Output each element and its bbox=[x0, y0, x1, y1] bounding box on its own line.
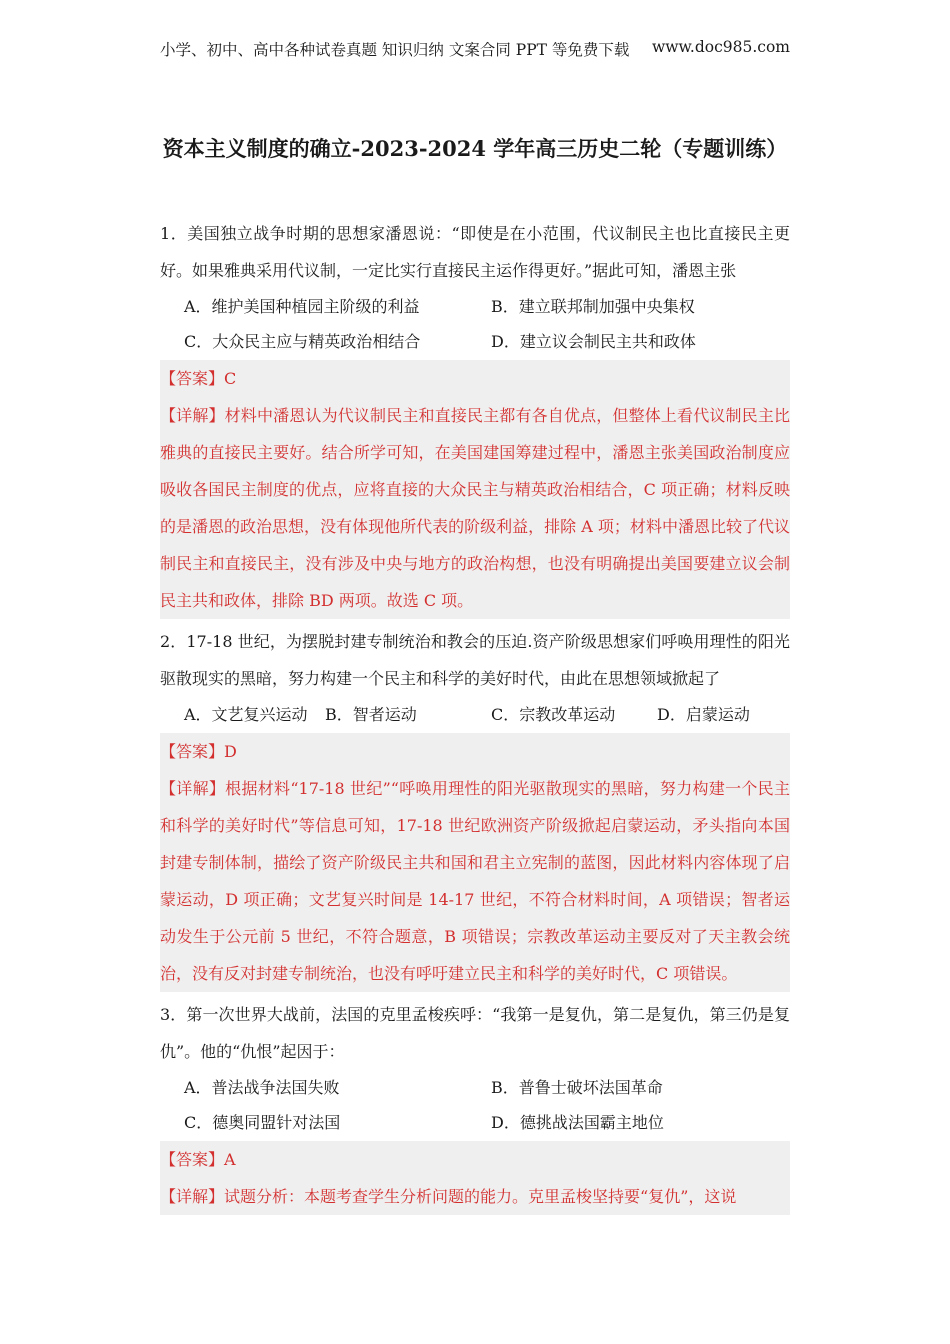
answer-block bbox=[160, 1141, 790, 1215]
option-a: A．维护美国种植园主阶级的利益 bbox=[184, 297, 420, 316]
option-d: D．启蒙运动 bbox=[657, 705, 750, 724]
header-left-text: 小学、初中、高中各种试卷真题 知识归纳 文案合同 PPT 等免费下载 bbox=[160, 41, 630, 59]
answer-label: 【答案】 bbox=[160, 369, 225, 388]
question-list bbox=[160, 215, 790, 1215]
answer-value: A bbox=[224, 1150, 236, 1169]
header-url[interactable]: www.doc985.com bbox=[651, 38, 790, 56]
option-d: D．德挑战法国霸主地位 bbox=[491, 1113, 664, 1132]
answer-line bbox=[160, 733, 790, 770]
answer-block bbox=[160, 733, 790, 992]
options-grid bbox=[160, 289, 790, 359]
answer-value: D bbox=[224, 742, 237, 761]
answer-block bbox=[160, 360, 790, 619]
question-1 bbox=[160, 215, 790, 619]
page-title: 资本主义制度的确立-2023-2024 学年高三历史二轮（专题训练） bbox=[162, 136, 788, 161]
detail-label: 【详解】 bbox=[160, 1187, 225, 1206]
option-a: A．普法战争法国失败 bbox=[184, 1078, 340, 1097]
question-3 bbox=[160, 996, 790, 1215]
detail-body: 材料中潘恩认为代议制民主和直接民主都有各自优点，但整体上看代议制民主比雅典的直接民主要好。结合所学可知，在美国建国筹建过程中，潘恩主张美国政治制度应吸收各国民主制度的优点，应将直接的大众民主与精英政治相结合，C 项正确；材料反映的是潘恩的政治思想，没有体现他所代表的阶级利益，排除 A 项；材料中潘恩比较了代议制民主和直接民主，没有涉及中央与地方的政治构想，也没有明确提出美国要建立议会制民主共和政体，排除 BD 两项。故选 C 项。 bbox=[160, 406, 790, 610]
answer-line bbox=[160, 360, 790, 397]
options-grid bbox=[160, 1070, 790, 1140]
option-c: C．大众民主应与精英政治相结合 bbox=[184, 332, 421, 351]
option-b: B．建立联邦制加强中央集权 bbox=[491, 297, 695, 316]
detail-body: 根据材料“17-18 世纪”“呼唤用理性的阳光驱散现实的黑暗，努力构建一个民主和科学的美好时代”等信息可知，17-18 世纪欧洲资产阶级掀起启蒙运动，矛头指向本国封建专制体制，描绘了资产阶级民主共和国和君主立宪制的蓝图，因此材料内容体现了启蒙运动，D 项正确；文艺复兴时间是 14-17 世纪，不符合材料时间，A 项错误；智者运动发生于公元前 5 世纪，不符合题意，B 项错误；宗教改革运动主要反对了天主教会统治，没有反对封建专制统治，也没有呼吁建立民主和科学的美好时代，C 项错误。 bbox=[160, 779, 790, 983]
answer-line bbox=[160, 1141, 790, 1178]
options-row bbox=[160, 697, 790, 732]
option-b: B．普鲁士破坏法国革命 bbox=[491, 1078, 663, 1097]
detail-text bbox=[160, 1178, 790, 1215]
detail-text bbox=[160, 770, 790, 992]
question-2 bbox=[160, 623, 790, 992]
option-c: C．德奥同盟针对法国 bbox=[184, 1113, 341, 1132]
option-a: A．文艺复兴运动 bbox=[184, 705, 308, 724]
option-b: B．智者运动 bbox=[325, 705, 417, 724]
answer-label: 【答案】 bbox=[160, 742, 225, 761]
detail-label: 【详解】 bbox=[160, 406, 225, 425]
page-header bbox=[160, 38, 790, 60]
question-stem: 2．17-18 世纪，为摆脱封建专制统治和教会的压迫.资产阶级思想家们呼唤用理性的阳光驱散现实的黑暗，努力构建一个民主和科学的美好时代，由此在思想领域掀起了 bbox=[160, 632, 790, 688]
question-stem: 3．第一次世界大战前，法国的克里孟梭疾呼：“我第一是复仇，第二是复仇，第三仍是复仇”。他的“仇恨”起因于： bbox=[160, 1005, 790, 1061]
option-d: D．建立议会制民主共和政体 bbox=[491, 332, 696, 351]
detail-body: 试题分析：本题考查学生分析问题的能力。克里孟梭坚持要“复仇”，这说 bbox=[224, 1187, 737, 1206]
detail-label: 【详解】 bbox=[160, 779, 226, 798]
answer-label: 【答案】 bbox=[160, 1150, 225, 1169]
question-stem: 1．美国独立战争时期的思想家潘恩说：“即使是在小范围，代议制民主也比直接民主更好。如果雅典采用代议制，一定比实行直接民主运作得更好。”据此可知，潘恩主张 bbox=[160, 224, 790, 280]
detail-text bbox=[160, 397, 790, 619]
answer-value: C bbox=[224, 369, 237, 388]
option-c: C．宗教改革运动 bbox=[491, 705, 616, 724]
